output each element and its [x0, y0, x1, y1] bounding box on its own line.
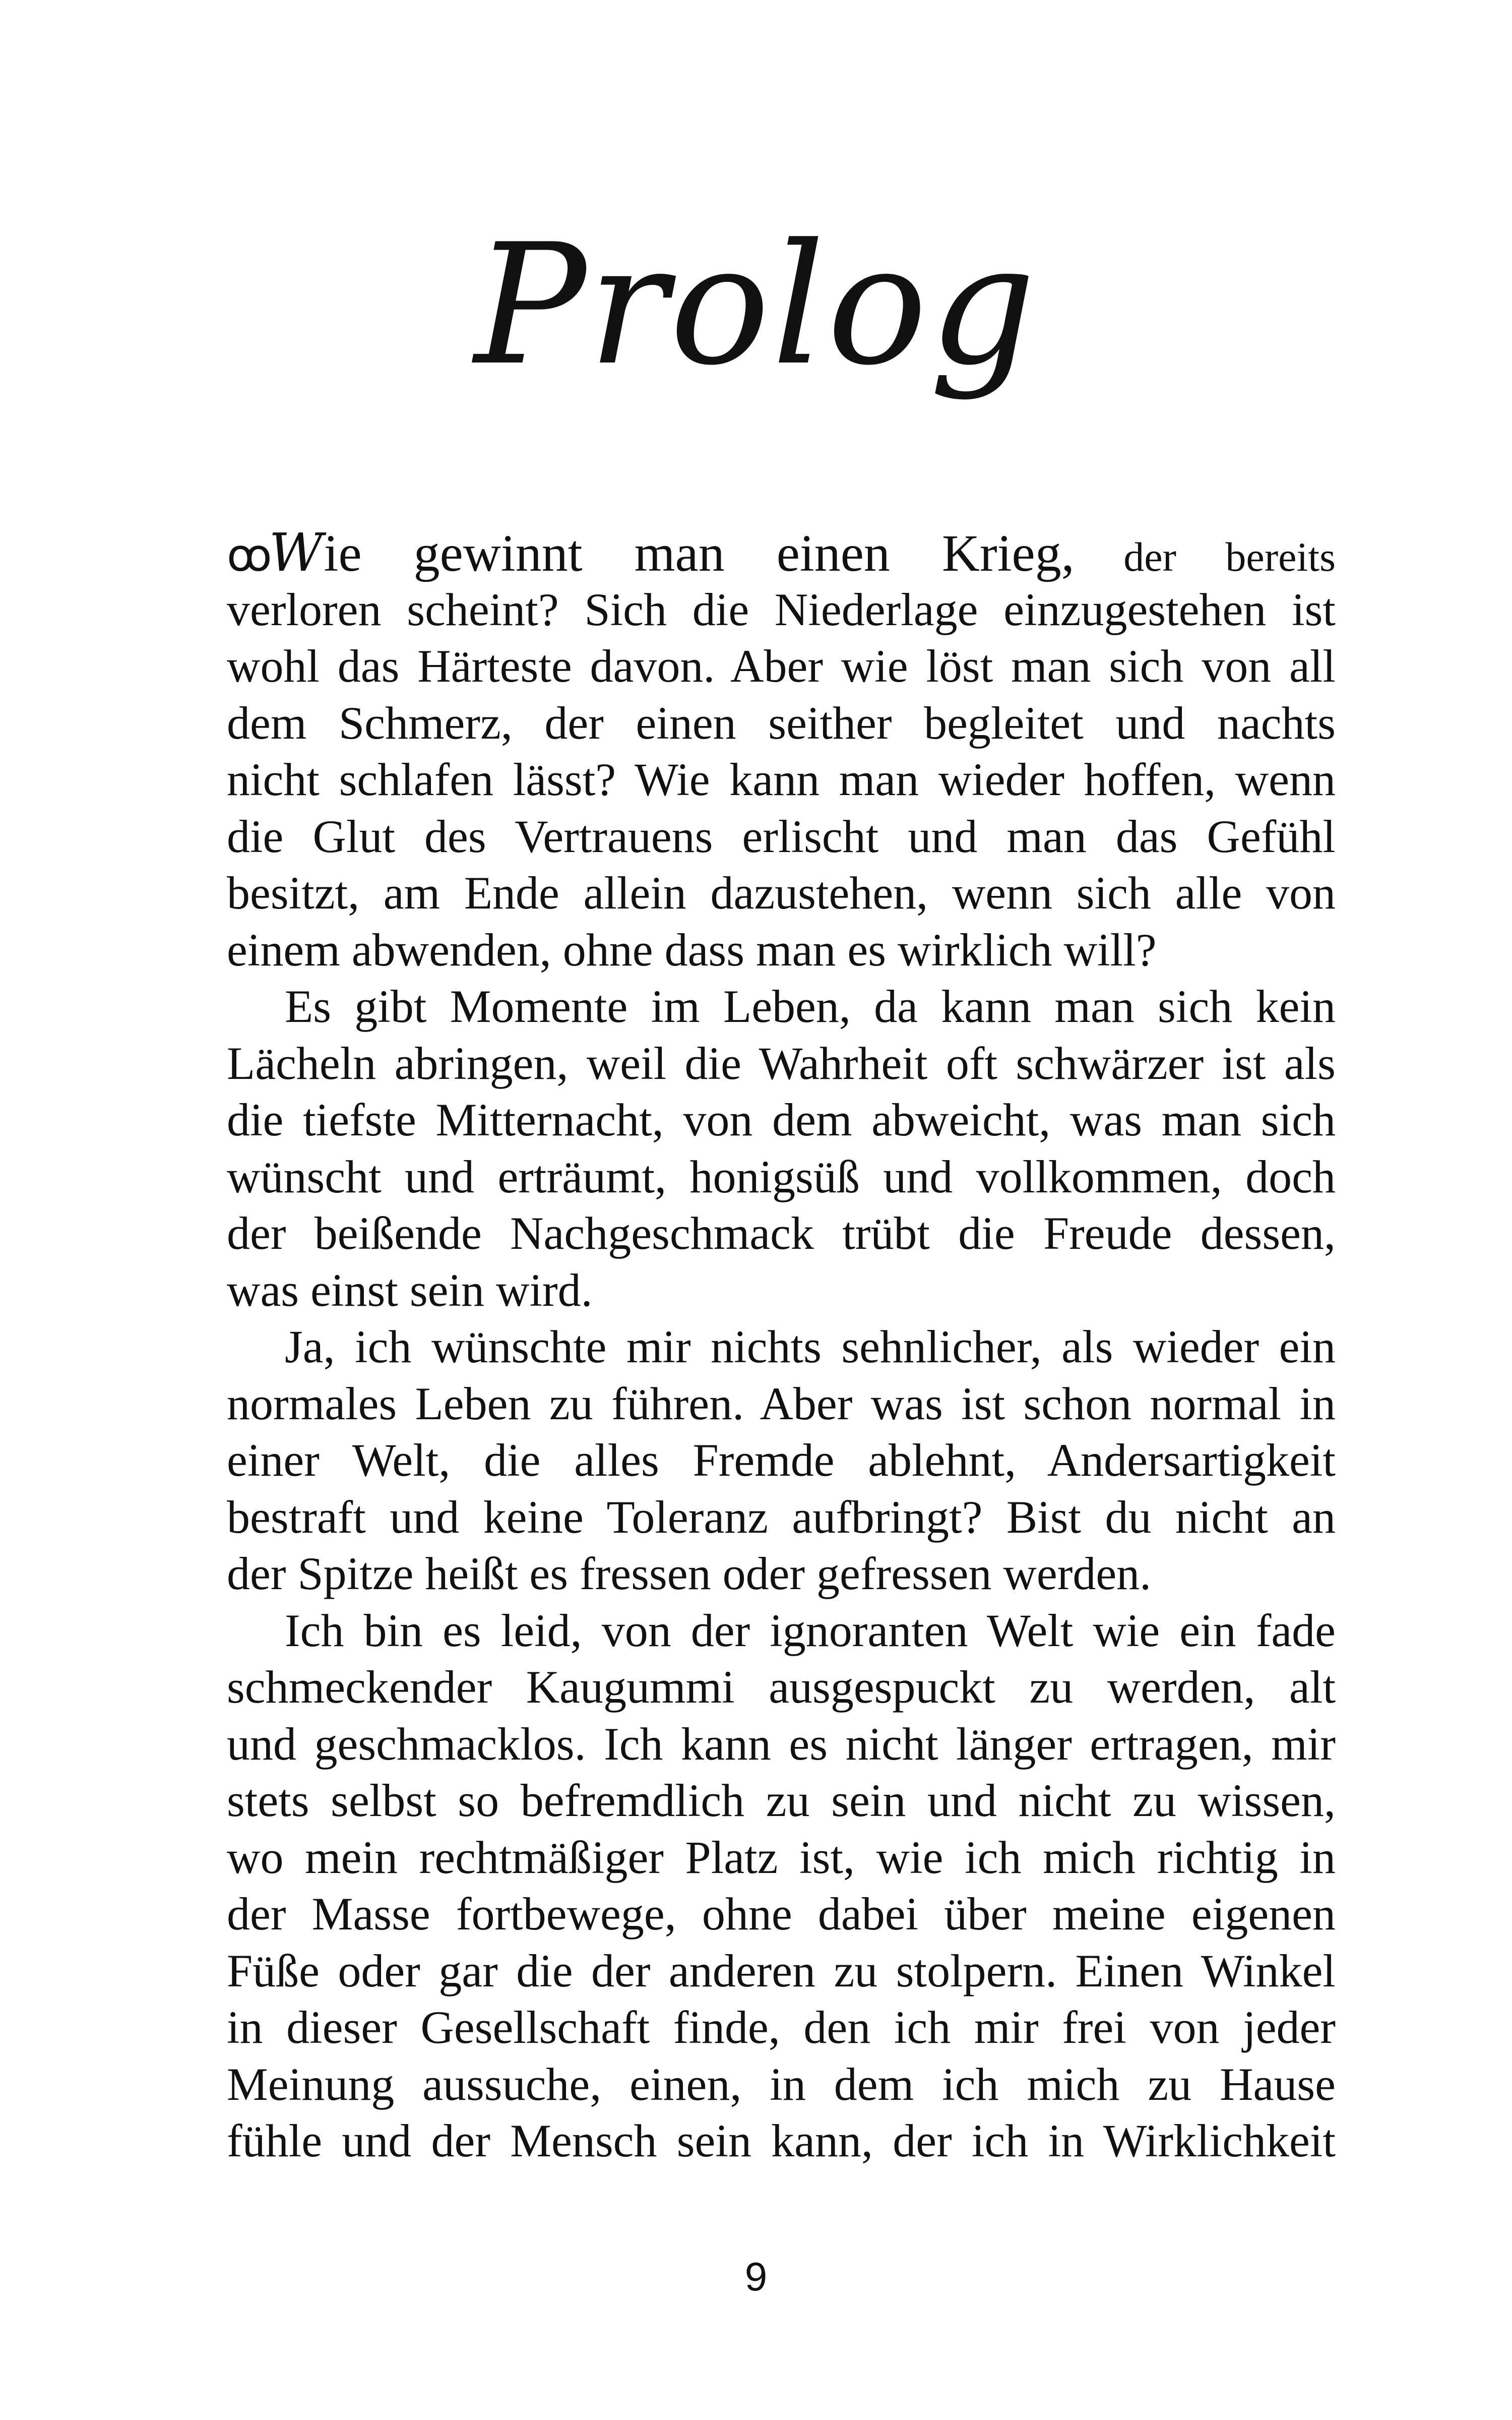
text-line: was einst sein wird. — [227, 1264, 593, 1316]
text-line: Meinung aussuche, einen, in dem ich mich zu Hause — [227, 2058, 1336, 2110]
drop-cap: W — [269, 522, 323, 583]
text-line: stets selbst so befremdlich zu sein und nicht zu wissen, — [227, 1775, 1336, 1826]
text-line: und geschmacklos. Ich kann es nicht länger ertragen, mir — [227, 1718, 1336, 1770]
text-line: Lächeln abringen, weil die Wahrheit oft schwärzer ist als — [227, 1037, 1336, 1089]
text-line: in dieser Gesellschaft finde, den ich mir frei von jeder — [227, 2002, 1336, 2053]
text-line: wünscht und erträumt, honigsüß und vollkommen, doch — [227, 1151, 1336, 1202]
page-number: 9 — [744, 2254, 768, 2299]
opening-line-rest: der bereits — [1074, 534, 1336, 580]
text-line: der beißende Nachgeschmack trübt die Freude dessen, — [227, 1207, 1336, 1259]
text-line: bestraft und keine Toleranz aufbringt? Bist du nicht an — [227, 1491, 1336, 1543]
text-line: schmeckender Kaugummi ausgespuckt zu werden, alt — [227, 1661, 1336, 1713]
paragraph-1-line-1 — [227, 524, 1336, 581]
chapter-title: Prolog — [474, 208, 1038, 402]
text-line: wo mein rechtmäßiger Platz ist, wie ich mich richtig in — [227, 1831, 1336, 1883]
text-line: besitzt, am Ende allein dazustehen, wenn sich alle von — [227, 867, 1336, 919]
text-line: Ja, ich wünschte mir nichts sehnlicher, als wieder ein — [285, 1321, 1336, 1372]
text-line: fühle und der Mensch sein kann, der ich in Wirklichkeit — [227, 2115, 1336, 2166]
text-line: Füße oder gar die der anderen zu stolpern. Einen Winkel — [227, 1945, 1336, 1996]
text-line: einer Welt, die alles Fremde ablehnt, Andersartigkeit — [227, 1434, 1336, 1486]
ornament-icon: ꝏ — [227, 529, 269, 581]
text-line: dem Schmerz, der einen seither begleitet und nachts — [227, 697, 1336, 749]
text-line: wohl das Härteste davon. Aber wie löst man sich von all — [227, 640, 1336, 692]
text-line: verloren scheint? Sich die Niederlage einzugestehen ist — [227, 583, 1336, 635]
text-line: normales Leben zu führen. Aber was ist schon normal in — [227, 1377, 1336, 1429]
text-line: Es gibt Momente im Leben, da kann man sich kein — [285, 981, 1336, 1032]
text-line: die tiefste Mitternacht, von dem abweicht, was man sich — [227, 1094, 1336, 1145]
body-text — [227, 524, 1336, 2169]
text-line: der Spitze heißt es fressen oder gefressen werden. — [227, 1548, 1152, 1599]
text-line: einem abwenden, ohne dass man es wirklich will? — [227, 924, 1157, 976]
text-line: die Glut des Vertrauens erlischt und man das Gefühl — [227, 810, 1336, 862]
text-line: der Masse fortbewege, ohne dabei über meine eigenen — [227, 1888, 1336, 1940]
opening-words: ie gewinnt man einen Krieg, — [324, 524, 1075, 582]
text-line: Ich bin es leid, von der ignoranten Welt wie ein fade — [285, 1604, 1336, 1656]
text-line: nicht schlafen lässt? Wie kann man wieder hoffen, wenn — [227, 754, 1336, 805]
